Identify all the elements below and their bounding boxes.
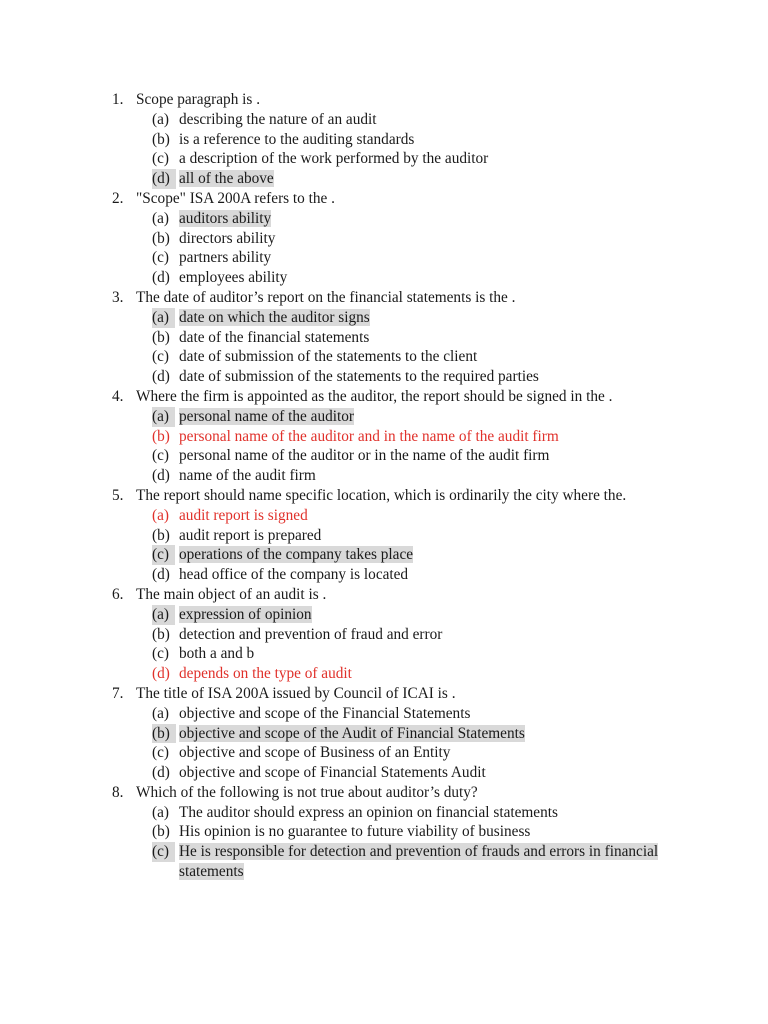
- question-number: 7.: [112, 684, 124, 702]
- option-3-b: [0, 328, 768, 348]
- option-label: (d): [152, 566, 170, 584]
- option-label: (a): [152, 704, 169, 722]
- option-label: (b): [152, 625, 170, 643]
- option-text: audit report is signed: [179, 506, 308, 524]
- option-text: personal name of the auditor and in the name of the audit firm: [179, 427, 559, 445]
- option-6-d: [0, 664, 768, 684]
- option-label: (a): [152, 308, 175, 328]
- option-7-d: [0, 763, 768, 783]
- option-4-c: [0, 446, 768, 466]
- option-6-c: [0, 644, 768, 664]
- option-5-d: [0, 565, 768, 585]
- option-1-b: [0, 130, 768, 150]
- option-label: (b): [152, 823, 170, 841]
- option-label: (d): [152, 368, 170, 386]
- question-document: [0, 90, 768, 882]
- question-5: [0, 486, 768, 506]
- option-3-d: [0, 367, 768, 387]
- question-number: 2.: [112, 189, 124, 207]
- question-text: "Scope" ISA 200A refers to the .: [136, 189, 335, 207]
- option-label: (c): [152, 744, 169, 762]
- option-label: (c): [152, 447, 169, 465]
- option-label: (c): [152, 249, 169, 267]
- option-label: (b): [152, 229, 170, 247]
- option-text: audit report is prepared: [179, 526, 322, 544]
- option-label: (d): [152, 169, 176, 189]
- question-text: Where the firm is appointed as the auditor, the report should be signed in the .: [136, 387, 613, 405]
- option-label: (b): [152, 328, 170, 346]
- option-7-c: [0, 743, 768, 763]
- option-label: (d): [152, 764, 170, 782]
- option-2-b: [0, 229, 768, 249]
- option-text: personal name of the auditor: [179, 407, 355, 425]
- option-text: partners ability: [179, 249, 272, 267]
- option-text: a description of the work performed by the auditor: [179, 150, 489, 168]
- option-label: (c): [152, 348, 169, 366]
- option-2-d: [0, 268, 768, 288]
- option-text: head office of the company is located: [179, 566, 409, 584]
- option-label: (a): [152, 209, 169, 227]
- option-3-c: [0, 347, 768, 367]
- option-text: objective and scope of Financial Statements Audit: [179, 764, 486, 782]
- option-5-b: [0, 526, 768, 546]
- option-6-b: [0, 625, 768, 645]
- question-number: 1.: [112, 91, 124, 108]
- option-1-c: [0, 149, 768, 169]
- option-6-a: [0, 605, 768, 625]
- option-text: objective and scope of the Audit of Financial Statements: [179, 724, 525, 742]
- option-text: He is responsible for detection and prevention of frauds and errors in financial statements: [179, 843, 659, 881]
- option-label: (a): [152, 605, 175, 625]
- option-text: date of submission of the statements to the required parties: [179, 368, 539, 386]
- option-text: detection and prevention of fraud and error: [179, 625, 443, 643]
- option-label: (c): [152, 545, 175, 565]
- option-label: (b): [152, 130, 170, 148]
- option-text: describing the nature of an audit: [179, 110, 377, 128]
- question-6: [0, 585, 768, 605]
- option-text: employees ability: [179, 269, 288, 287]
- option-5-c: [0, 545, 768, 565]
- option-4-d: [0, 466, 768, 486]
- option-label: (d): [152, 467, 170, 485]
- option-8-b: [0, 822, 768, 842]
- option-label: (d): [152, 269, 170, 287]
- option-4-a: [0, 407, 768, 427]
- option-text: name of the audit firm: [179, 467, 316, 485]
- question-number: 5.: [112, 486, 124, 504]
- option-2-a: [0, 209, 768, 229]
- option-5-a: [0, 506, 768, 526]
- option-text: objective and scope of the Financial Statements: [179, 704, 471, 722]
- question-text: Which of the following is not true about auditor’s duty?: [136, 783, 478, 801]
- option-label: (c): [152, 842, 175, 862]
- option-label: (a): [152, 110, 169, 128]
- option-7-b: [0, 724, 768, 744]
- question-number: 6.: [112, 585, 124, 603]
- option-text: is a reference to the auditing standards: [179, 130, 415, 148]
- option-text: The auditor should express an opinion on financial statements: [179, 803, 558, 821]
- option-8-c: [0, 842, 768, 882]
- question-number: 4.: [112, 387, 124, 405]
- option-label: (a): [152, 506, 169, 524]
- question-3: [0, 288, 768, 308]
- option-text: date of the financial statements: [179, 328, 370, 346]
- option-1-d: [0, 169, 768, 189]
- question-number: 8.: [112, 783, 124, 801]
- question-1: [0, 90, 768, 110]
- option-4-b: [0, 427, 768, 447]
- option-text: date of submission of the statements to the client: [179, 348, 478, 366]
- option-label: (a): [152, 803, 169, 821]
- option-text: expression of opinion: [179, 605, 312, 623]
- option-text: personal name of the auditor or in the name of the audit firm: [179, 447, 550, 465]
- question-7: [0, 684, 768, 704]
- option-text: auditors ability: [179, 209, 272, 227]
- option-text: all of the above: [179, 170, 274, 188]
- option-text: objective and scope of Business of an Entity: [179, 744, 451, 762]
- option-text: date on which the auditor signs: [179, 308, 370, 326]
- question-8: [0, 783, 768, 803]
- option-label: (d): [152, 665, 170, 683]
- option-text: operations of the company takes place: [179, 546, 414, 564]
- question-text: Scope paragraph is .: [136, 91, 261, 108]
- question-text: The date of auditor’s report on the financial statements is the .: [136, 288, 516, 306]
- question-number: 3.: [112, 288, 124, 306]
- option-text: His opinion is no guarantee to future viability of business: [179, 823, 531, 841]
- option-label: (c): [152, 150, 169, 168]
- option-7-a: [0, 704, 768, 724]
- option-text: directors ability: [179, 229, 276, 247]
- question-text: The report should name specific location, which is ordinarily the city where the.: [136, 486, 627, 504]
- option-label: (b): [152, 724, 176, 744]
- option-8-a: [0, 803, 768, 823]
- question-2: [0, 189, 768, 209]
- option-text: both a and b: [179, 645, 255, 663]
- option-text: depends on the type of audit: [179, 665, 352, 683]
- question-text: The main object of an audit is .: [136, 585, 327, 603]
- question-text: The title of ISA 200A issued by Council of ICAI is .: [136, 684, 456, 702]
- option-1-a: [0, 110, 768, 130]
- option-3-a: [0, 308, 768, 328]
- option-label: (c): [152, 645, 169, 663]
- option-label: (b): [152, 526, 170, 544]
- option-label: (a): [152, 407, 175, 427]
- option-label: (b): [152, 427, 170, 445]
- question-4: [0, 387, 768, 407]
- option-2-c: [0, 248, 768, 268]
